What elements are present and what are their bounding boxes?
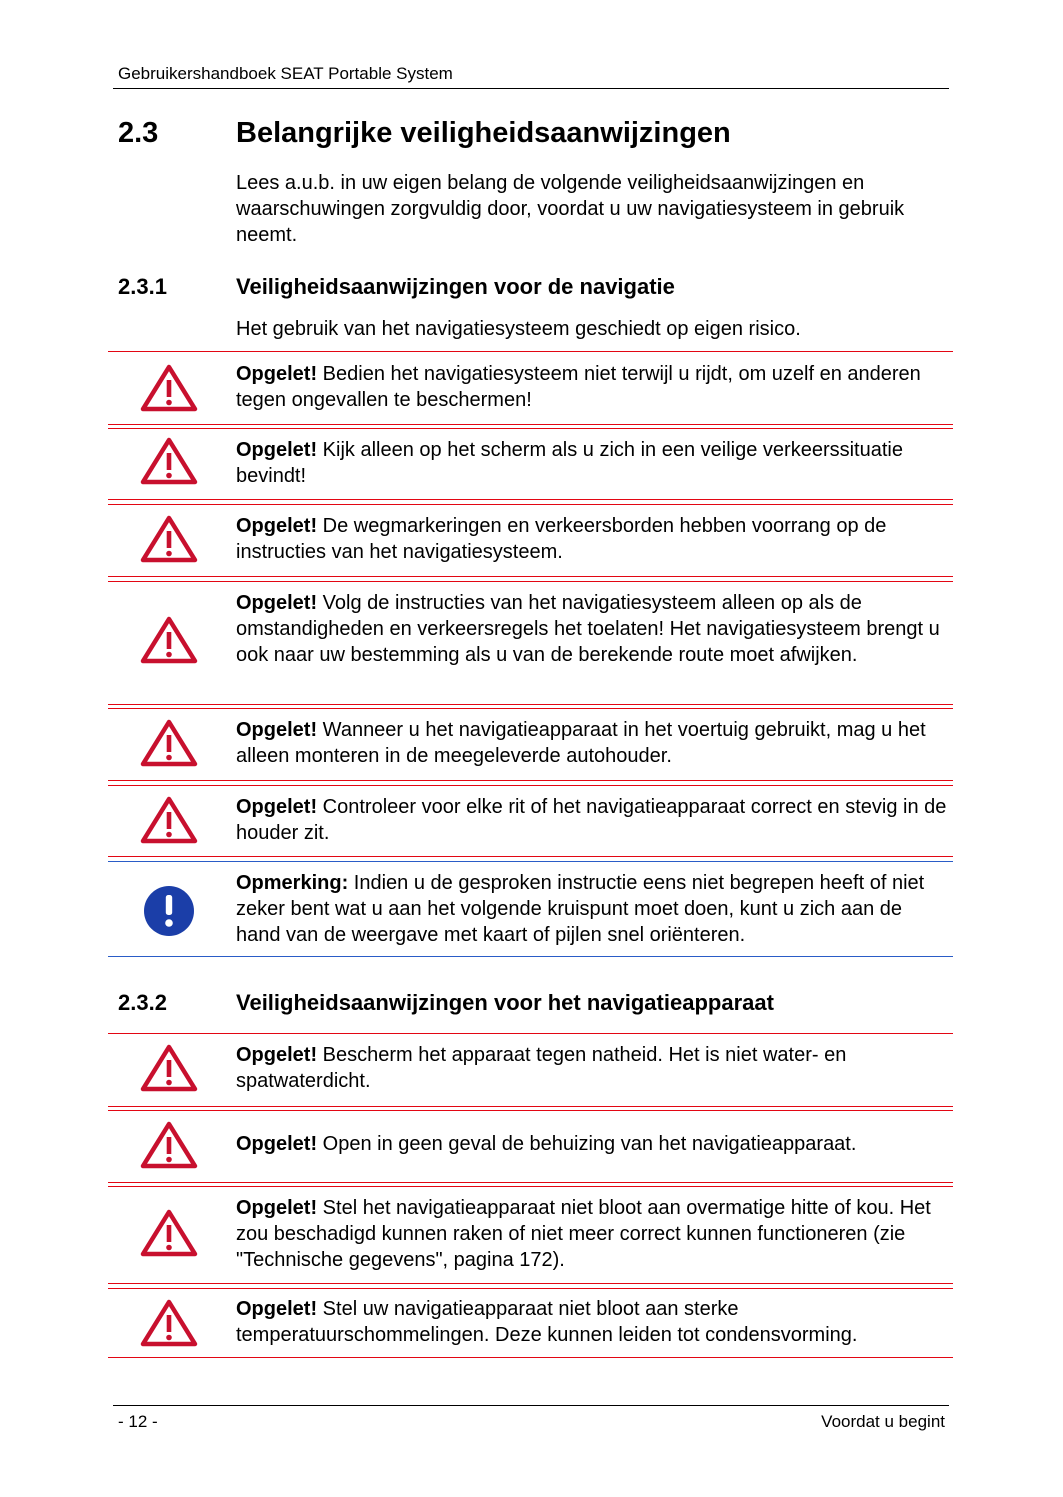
warning-text: Opgelet! Stel uw navigatieapparaat niet bloot aan sterke temperatuurschommelingen. Deze kunnen leiden tot condensvorming. [236, 1298, 858, 1346]
warning-triangle-icon [139, 363, 199, 418]
warning-triangle-icon [139, 1208, 199, 1263]
note-box [108, 861, 953, 957]
warning-box [108, 351, 953, 425]
section-title: Belangrijke veiligheidsaanwijzingen [236, 117, 731, 149]
warning-text: Opgelet! Bedien het navigatiesysteem niet terwijl u rijdt, om uzelf en anderen tegen ongevallen te beschermen! [236, 363, 921, 411]
warning-box [108, 708, 953, 781]
warning-label: Opgelet! [236, 515, 318, 537]
warning-label: Opgelet! [236, 363, 318, 385]
header-divider [113, 88, 949, 89]
warning-label: Opgelet! [236, 1133, 318, 1155]
page-header: Gebruikershandboek SEAT Portable System [118, 64, 453, 83]
warning-triangle-icon [139, 718, 199, 773]
warning-triangle-icon [139, 1120, 199, 1175]
warning-triangle-icon [139, 436, 199, 491]
warning-text: Opgelet! De wegmarkeringen en verkeersborden hebben voorrang op de instructies van het navigatiesysteem. [236, 515, 887, 563]
risk-statement: Het gebruik van het navigatiesysteem geschiedt op eigen risico. [236, 318, 801, 340]
warning-box [108, 1033, 953, 1107]
warning-box [108, 1110, 953, 1183]
note-text: Opmerking: Indien u de gesproken instructie eens niet begrepen heeft of niet zeker bent wat u aan het volgende kruispunt moet doen, kunt u zich aan de hand van de weergave met kaart of pijlen snel oriënteren. [236, 872, 925, 946]
section-intro: Lees a.u.b. in uw eigen belang de volgende veiligheidsaanwijzingen en waarschuwingen zorgvuldig door, voordat u uw navigatiesysteem in gebruik neemt. [236, 172, 905, 246]
subsection-number: 2.3.1 [118, 274, 167, 299]
warning-text: Opgelet! Stel het navigatieapparaat niet bloot aan overmatige hitte of kou. Het zou beschadigd kunnen raken of niet meer correct kunnen functioneren (zie "Technische gegevens", pagina 172). [236, 1197, 931, 1271]
warning-box [108, 1288, 953, 1358]
warning-box [108, 581, 953, 705]
subsection-heading-navigation [118, 274, 675, 300]
warning-text: Opgelet! Open in geen geval de behuizing van het navigatieapparaat. [236, 1133, 857, 1155]
warning-label: Opgelet! [236, 1298, 318, 1320]
warning-label: Opgelet! [236, 719, 318, 741]
warning-label: Opgelet! [236, 1197, 318, 1219]
warning-label: Opgelet! [236, 592, 318, 614]
subsection-number: 2.3.2 [118, 990, 167, 1015]
footer-divider [113, 1405, 949, 1406]
page-number: - 12 - [118, 1412, 158, 1431]
warning-text: Opgelet! Kijk alleen op het scherm als u zich in een veilige verkeerssituatie bevindt! [236, 439, 903, 487]
warning-triangle-icon [139, 1043, 199, 1098]
warning-triangle-icon [139, 795, 199, 850]
warning-box [108, 504, 953, 577]
info-exclamation-icon [139, 883, 199, 944]
subsection-heading-device [118, 990, 774, 1016]
warning-box [108, 785, 953, 857]
warning-triangle-icon [139, 615, 199, 670]
subsection-title: Veiligheidsaanwijzingen voor de navigatie [236, 274, 675, 299]
warning-triangle-icon [139, 514, 199, 569]
warning-text: Opgelet! Wanneer u het navigatieapparaat in het voertuig gebruikt, mag u het alleen monteren in de meegeleverde autohouder. [236, 719, 926, 767]
warning-text: Opgelet! Bescherm het apparaat tegen natheid. Het is niet water- en spatwaterdicht. [236, 1044, 847, 1092]
section-heading [118, 117, 731, 150]
warning-triangle-icon [139, 1298, 199, 1353]
warning-box [108, 1186, 953, 1284]
warning-label: Opgelet! [236, 796, 318, 818]
warning-label: Opgelet! [236, 439, 318, 461]
note-label: Opmerking: [236, 872, 349, 894]
chapter-title: Voordat u begint [821, 1412, 945, 1431]
warning-label: Opgelet! [236, 1044, 318, 1066]
warning-text: Opgelet! Controleer voor elke rit of het navigatieapparaat correct en stevig in de houder zit. [236, 796, 947, 844]
subsection-title: Veiligheidsaanwijzingen voor het navigatieapparaat [236, 990, 774, 1015]
warning-text: Opgelet! Volg de instructies van het navigatiesysteem alleen op als de omstandigheden en verkeersregels het toelaten! Het navigatiesysteem brengt u ook naar uw bestemming als u van de berekende route moet afwijken. [236, 592, 940, 666]
section-number: 2.3 [118, 117, 159, 149]
warning-box [108, 428, 953, 500]
